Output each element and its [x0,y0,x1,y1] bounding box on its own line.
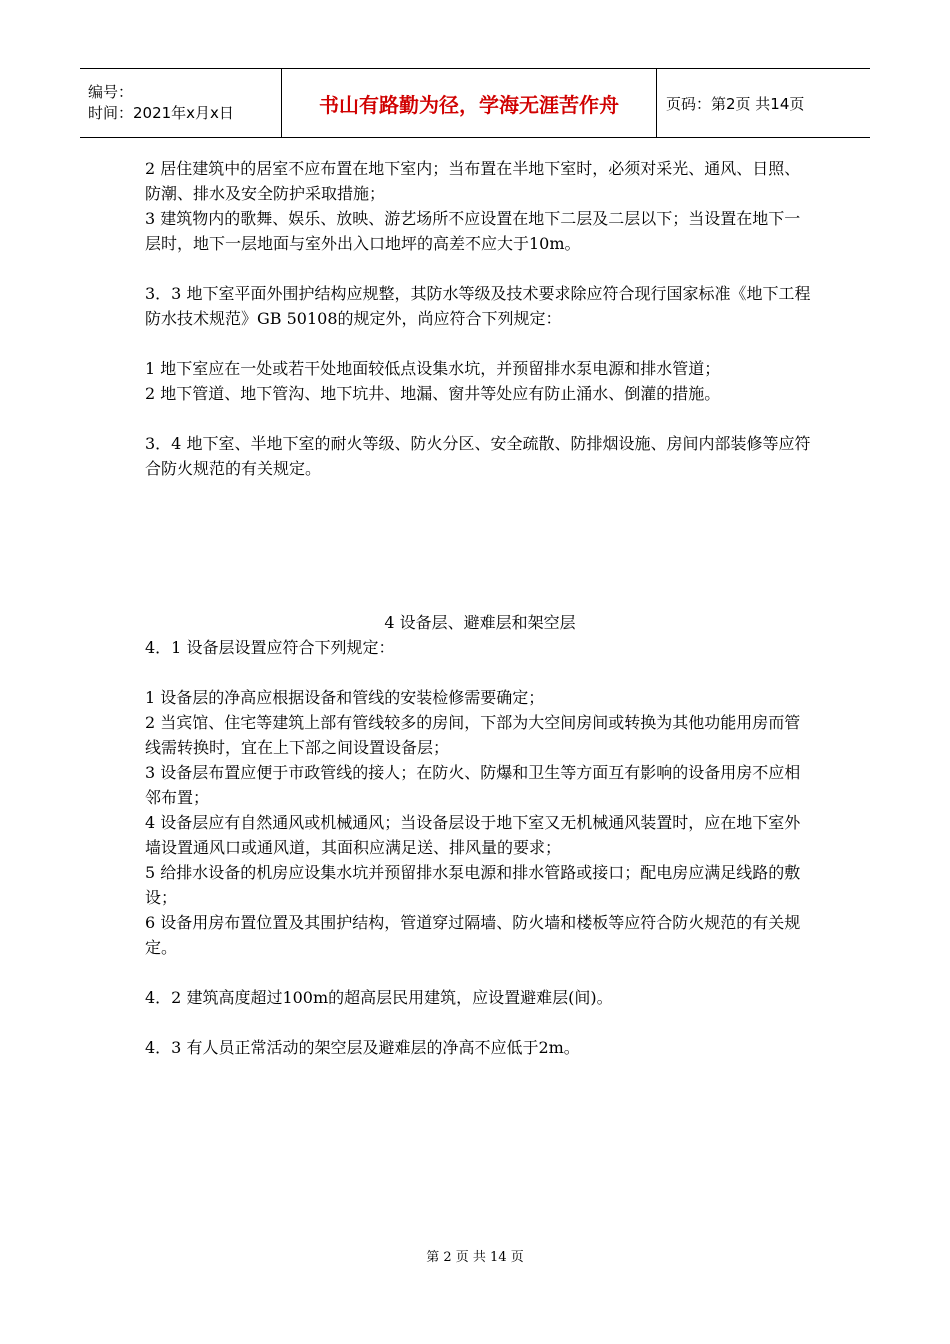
serial-label: 编号： [88,83,134,101]
paragraph: 6 设备用房布置位置及其围护结构，管道穿过隔墙、防火墙和楼板等应符合防火规范的有关规定。 [145,913,801,957]
motto-text: 书山有路勤为径，学海无涯苦作舟 [319,92,619,117]
paragraph: 3 建筑物内的歌舞、娱乐、放映、游艺场所不应设置在地下二层及二层以下；当设置在地下一层时，地下一层地面与室外出入口地坪的高差不应大于10m。 [145,209,801,253]
page-header [80,68,870,138]
footer-page-number: 第 2 页 共 14 页 [426,1250,524,1265]
paragraph: 3．4 地下室、半地下室的耐火等级、防火分区、安全疏散、防排烟设施、房间内部装修等应符合防火规范的有关规定。 [145,434,811,478]
section-title: 4 设备层、避难层和架空层 [384,613,576,632]
paragraph: 1 设备层的净高应根据设备和管线的安装检修需要确定； [145,688,545,707]
document-body [145,156,815,1060]
paragraph: 2 当宾馆、住宅等建筑上部有管线较多的房间，下部为大空间房间或转换为其他功能用房而管线需转换时，宜在上下部之间设置设备层； [145,713,801,757]
paragraph: 4．2 建筑高度超过100m的超高层民用建筑，应设置避难层(间)。 [145,988,613,1007]
paragraph: 1 地下室应在一处或若干处地面较低点设集水坑，并预留排水泵电源和排水管道； [145,359,721,378]
header-motto [281,69,657,137]
paragraph: 2 居住建筑中的居室不应布置在地下室内；当布置在半地下室时，必须对采光、通风、日照、防潮、排水及安全防护采取措施； [145,159,801,203]
paragraph: 3．3 地下室平面外围护结构应规整，其防水等级及技术要求除应符合现行国家标准《地下工程防水技术规范》GB 50108的规定外，尚应符合下列规定： [145,284,811,328]
header-meta [80,69,281,137]
header-page [657,69,870,137]
paragraph: 4．3 有人员正常活动的架空层及避难层的净高不应低于2m。 [145,1038,580,1057]
page-footer [0,1246,950,1265]
paragraph: 2 地下管道、地下管沟、地下坑井、地漏、窗井等处应有防止涌水、倒灌的措施。 [145,384,721,403]
date-label: 时间：2021年x月x日 [88,104,234,122]
paragraph: 3 设备层布置应便于市政管线的接人；在防火、防爆和卫生等方面互有影响的设备用房不应相邻布置； [145,763,801,807]
paragraph: 5 给排水设备的机房应设集水坑并预留排水泵电源和排水管路或接口；配电房应满足线路的敷设； [145,863,801,907]
page-label: 页码：第2页 共14页 [666,94,805,113]
paragraph: 4 设备层应有自然通风或机械通风；当设备层设于地下室又无机械通风装置时，应在地下室外墙设置通风口或通风道，其面积应满足送、排风量的要求； [145,813,801,857]
paragraph: 4．1 设备层设置应符合下列规定： [145,638,395,657]
